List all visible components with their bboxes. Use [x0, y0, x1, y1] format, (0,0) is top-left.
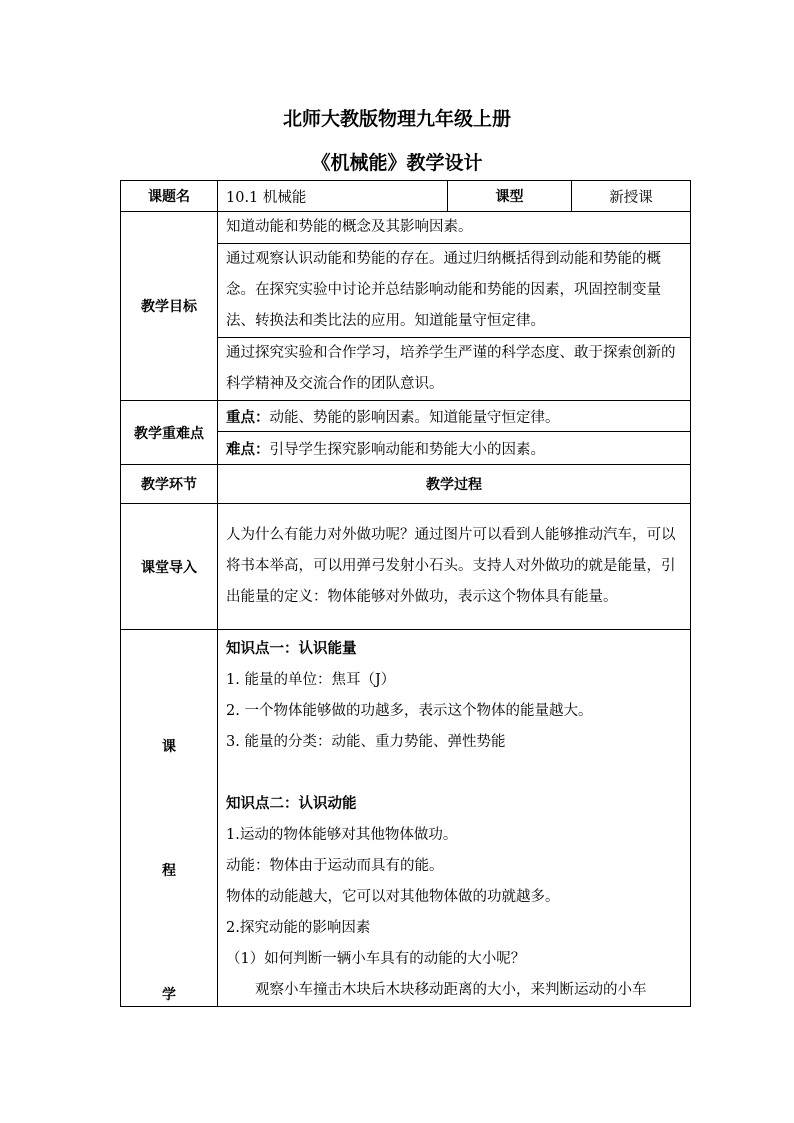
topic-row: [121, 181, 691, 212]
list-item: 1. 能量的单位：焦耳（J）: [226, 672, 396, 688]
stage-header: 教学环节: [121, 465, 218, 504]
lesson-content: [218, 630, 691, 1007]
lesson-label-char: 学: [162, 987, 176, 1003]
process-header-row: [121, 465, 691, 504]
topic-value: 10.1 机械能: [218, 181, 448, 212]
intro-text: 人为什么有能力对外做功呢？通过图片可以看到人能够推动汽车，可以将书本举高，可以用弹弓发射小石头。支持人对外做功的就是能量，引出能量的定义：物体能够对外做功，表示这个物体具有能量。: [218, 504, 691, 630]
lesson-label-char: 程: [162, 863, 176, 879]
intro-label: 课堂导入: [121, 504, 218, 630]
knowledge-point-title: 知识点二：认识动能: [226, 796, 357, 812]
list-item: 物体的动能越大，它可以对其他物体做的功就越多。: [226, 889, 560, 905]
document-subtitle: 《机械能》教学设计: [311, 152, 483, 174]
focus-label: 重点：: [226, 409, 270, 426]
goal-item: 通过观察认识动能和势能的存在。通过归纳概括得到动能和势能的概念。在探究实验中讨论并总结影响动能和势能的因素，巩固控制变量法、转换法和类比法的应用。知道能量守恒定律。: [218, 244, 691, 338]
lesson-row: [121, 630, 691, 1007]
process-header: 教学过程: [218, 465, 691, 504]
list-item: 3. 能量的分类：动能、重力势能、弹性势能: [226, 734, 506, 750]
key-points-row: [121, 401, 691, 432]
lesson-plan-table: [120, 180, 691, 1007]
list-item: 2. 一个物体能够做的功越多，表示这个物体的能量越大。: [226, 703, 593, 719]
lesson-type-value: 新授课: [572, 181, 691, 212]
key-points-label: 教学重难点: [121, 401, 218, 465]
intro-row: [121, 504, 691, 630]
lesson-label-char: 课: [162, 739, 176, 755]
list-item: （1）如何判断一辆小车具有的动能的大小呢？: [226, 951, 526, 967]
blank-line: [226, 758, 682, 789]
lesson-type-label: 课型: [448, 181, 572, 212]
focus-text: 动能、势能的影响因素。知道能量守恒定律。: [269, 409, 560, 426]
goal-item: 通过探究实验和合作学习，培养学生严谨的科学态度、敢于探索创新的科学精神及交流合作的团队意识。: [218, 338, 691, 401]
focus-cell: [218, 401, 691, 432]
difficulty-label: 难点：: [226, 441, 270, 458]
topic-label: 课题名: [121, 181, 218, 212]
goal-item: 知道动能和势能的概念及其影响因素。: [218, 212, 691, 244]
list-item: 2.探究动能的影响因素: [226, 920, 371, 936]
knowledge-point-title: 知识点一：认识能量: [226, 641, 357, 657]
goals-row: [121, 212, 691, 244]
list-item: 1.运动的物体能够对其他物体做功。: [226, 827, 458, 843]
document-title: 北师大教版物理九年级上册: [282, 108, 511, 130]
list-item: 观察小车撞击木块后木块移动距离的大小，来判断运动的小车: [226, 982, 647, 998]
difficulty-cell: [218, 432, 691, 465]
difficulty-text: 引导学生探究影响动能和势能大小的因素。: [269, 441, 545, 458]
goals-label: 教学目标: [121, 212, 218, 401]
list-item: 动能：物体由于运动而具有的能。: [226, 858, 444, 874]
lesson-label-cell: [121, 630, 218, 1007]
